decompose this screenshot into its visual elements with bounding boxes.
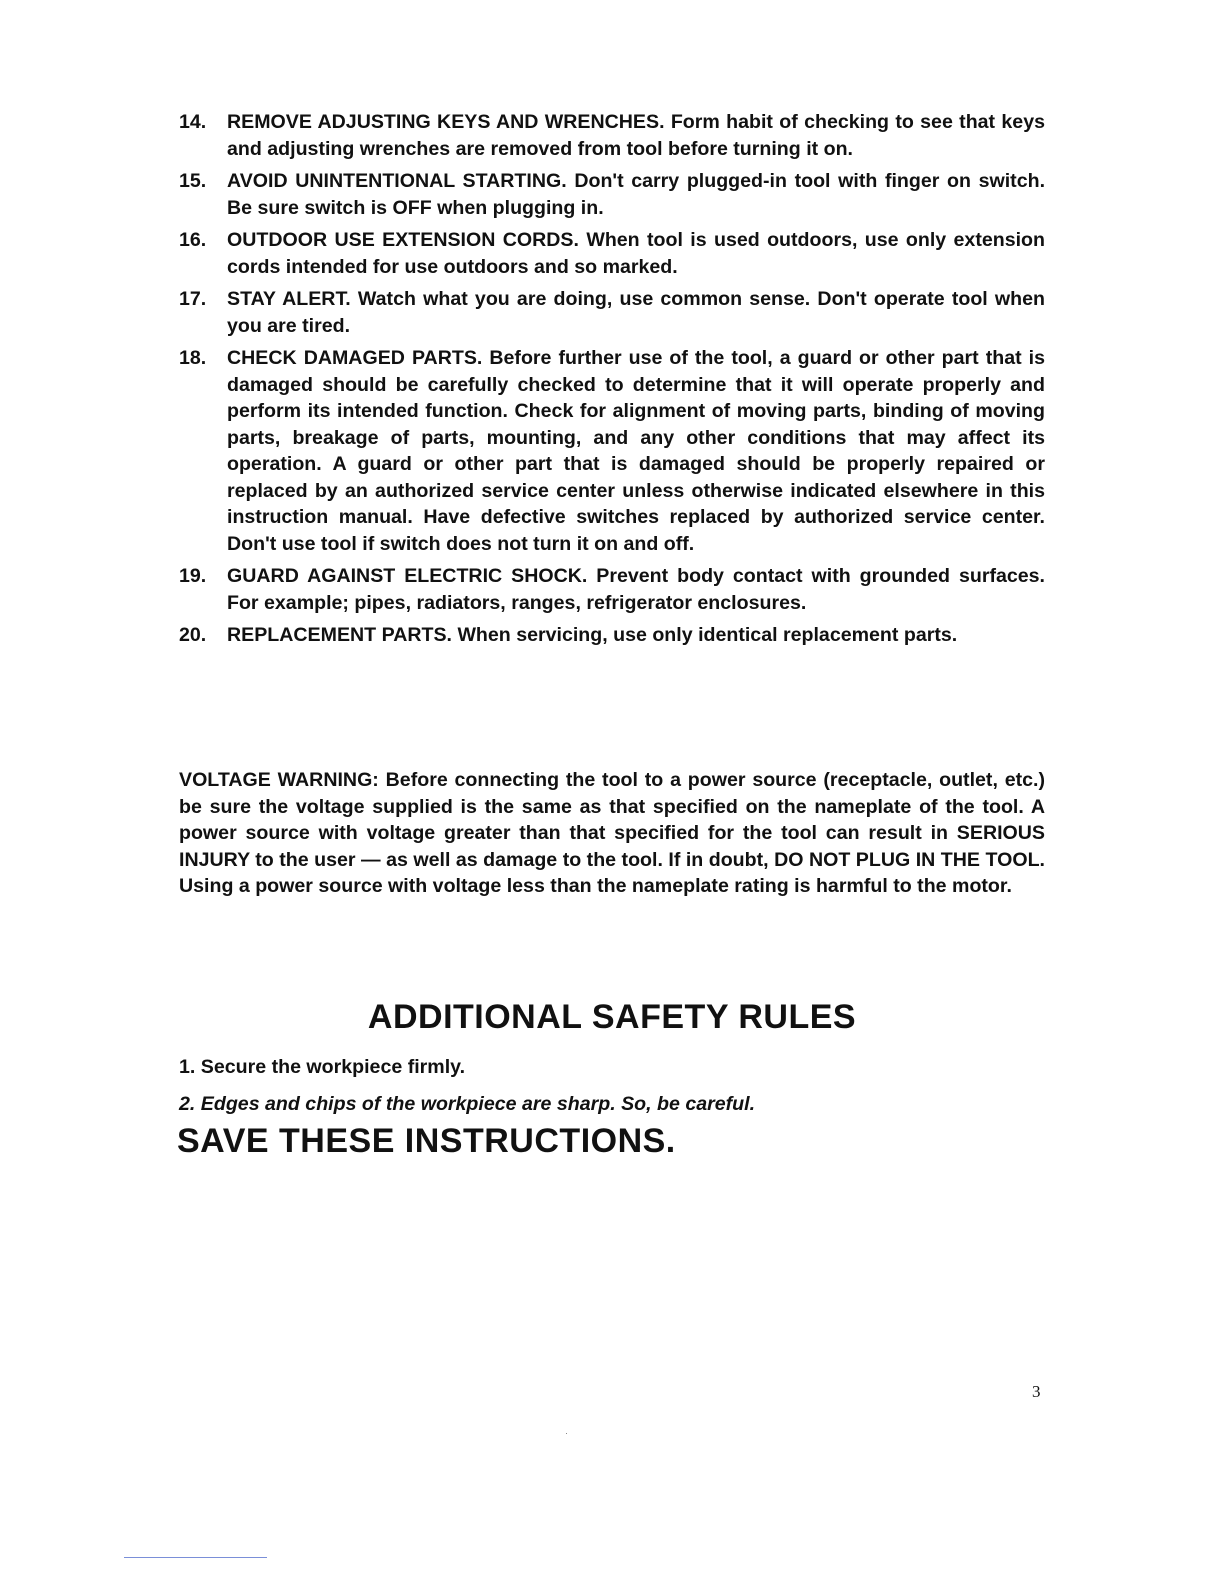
- additional-safety-list: [179, 1054, 1045, 1127]
- bottom-divider: [124, 1557, 267, 1558]
- rule-number: 14.: [179, 111, 207, 133]
- rule-title: REPLACEMENT PARTS.: [227, 624, 452, 646]
- scan-speck: [566, 1433, 567, 1434]
- voltage-warning: VOLTAGE WARNING: Before connecting the tool to a power source (receptacle, outlet, etc.) be sure the voltage supplied is the same as that specified on the nameplate of the tool. A power source with voltage greater than that specified for the tool can result in SERIOUS INJURY to the user — as well as damage to the tool. If in doubt, DO NOT PLUG IN THE TOOL. Using a power source with voltage less than the nameplate rating is harmful to the motor.: [179, 769, 1045, 897]
- additional-item: 1. Secure the workpiece firmly.: [179, 1056, 466, 1078]
- rule-number: 18.: [179, 347, 207, 369]
- safety-rules-list: [179, 109, 1045, 655]
- rule-body: [227, 563, 1045, 616]
- rule-18: [179, 345, 1045, 557]
- rule-text: Before further use of the tool, a guard or other part that is damaged should be carefully checked to determine that it will operate properly and perform its intended function. Check for alignment of moving parts, binding of moving parts, breakage of parts, mounting, and any other conditions that may affect its operation. A guard or other part that is damaged should be properly repaired or replaced by an authorized service center unless otherwise indicated elsewhere in this instruction manual. Have defective switches replaced by authorized service center. Don't use tool if switch does not turn it on and off.: [227, 347, 1045, 555]
- rule-number: 20.: [179, 624, 207, 646]
- rule-number: 19.: [179, 565, 207, 587]
- rule-title: OUTDOOR USE EXTENSION CORDS.: [227, 229, 579, 251]
- rule-17: [179, 286, 1045, 339]
- rule-text: Form habit of checking to see that keys and adjusting wrenches are removed from tool before turning it on.: [227, 111, 1045, 160]
- rule-number: 15.: [179, 170, 207, 192]
- rule-body: [227, 286, 1045, 339]
- rule-body: [227, 168, 1045, 221]
- rule-text: Watch what you are doing, use common sense. Don't operate tool when you are tired.: [227, 288, 1045, 337]
- rule-19: [179, 563, 1045, 616]
- rule-text: When tool is used outdoors, use only extension cords intended for use outdoors and so marked.: [227, 229, 1045, 278]
- rule-15: [179, 168, 1045, 221]
- rule-14: [179, 109, 1045, 162]
- rule-body: [227, 109, 1045, 162]
- rule-title: AVOID UNINTENTIONAL STARTING.: [227, 170, 567, 192]
- rule-text: Don't carry plugged-in tool with finger on switch. Be sure switch is OFF when plugging in.: [227, 170, 1046, 219]
- rule-title: REMOVE ADJUSTING KEYS AND WRENCHES.: [227, 111, 665, 133]
- rule-16: [179, 227, 1045, 280]
- rule-number: 16.: [179, 229, 207, 251]
- rule-title: STAY ALERT.: [227, 288, 351, 310]
- rule-20: [179, 622, 1045, 649]
- rule-body: [227, 227, 1045, 280]
- additional-safety-heading: ADDITIONAL SAFETY RULES: [367, 998, 857, 1036]
- rule-number: 17.: [179, 288, 207, 310]
- additional-item: 2. Edges and chips of the workpiece are sharp. So, be careful.: [179, 1092, 756, 1115]
- rule-body: [227, 345, 1045, 557]
- rule-text: Prevent body contact with grounded surfaces. For example; pipes, radiators, ranges, refrigerator enclosures.: [227, 565, 1045, 614]
- save-instructions-heading: SAVE THESE INSTRUCTIONS.: [177, 1122, 676, 1160]
- rule-body: [227, 622, 1045, 649]
- rule-text: When servicing, use only identical replacement parts.: [457, 624, 958, 646]
- page-number: 3: [1032, 1382, 1041, 1401]
- rule-title: CHECK DAMAGED PARTS.: [227, 347, 483, 369]
- rule-title: GUARD AGAINST ELECTRIC SHOCK.: [227, 565, 588, 587]
